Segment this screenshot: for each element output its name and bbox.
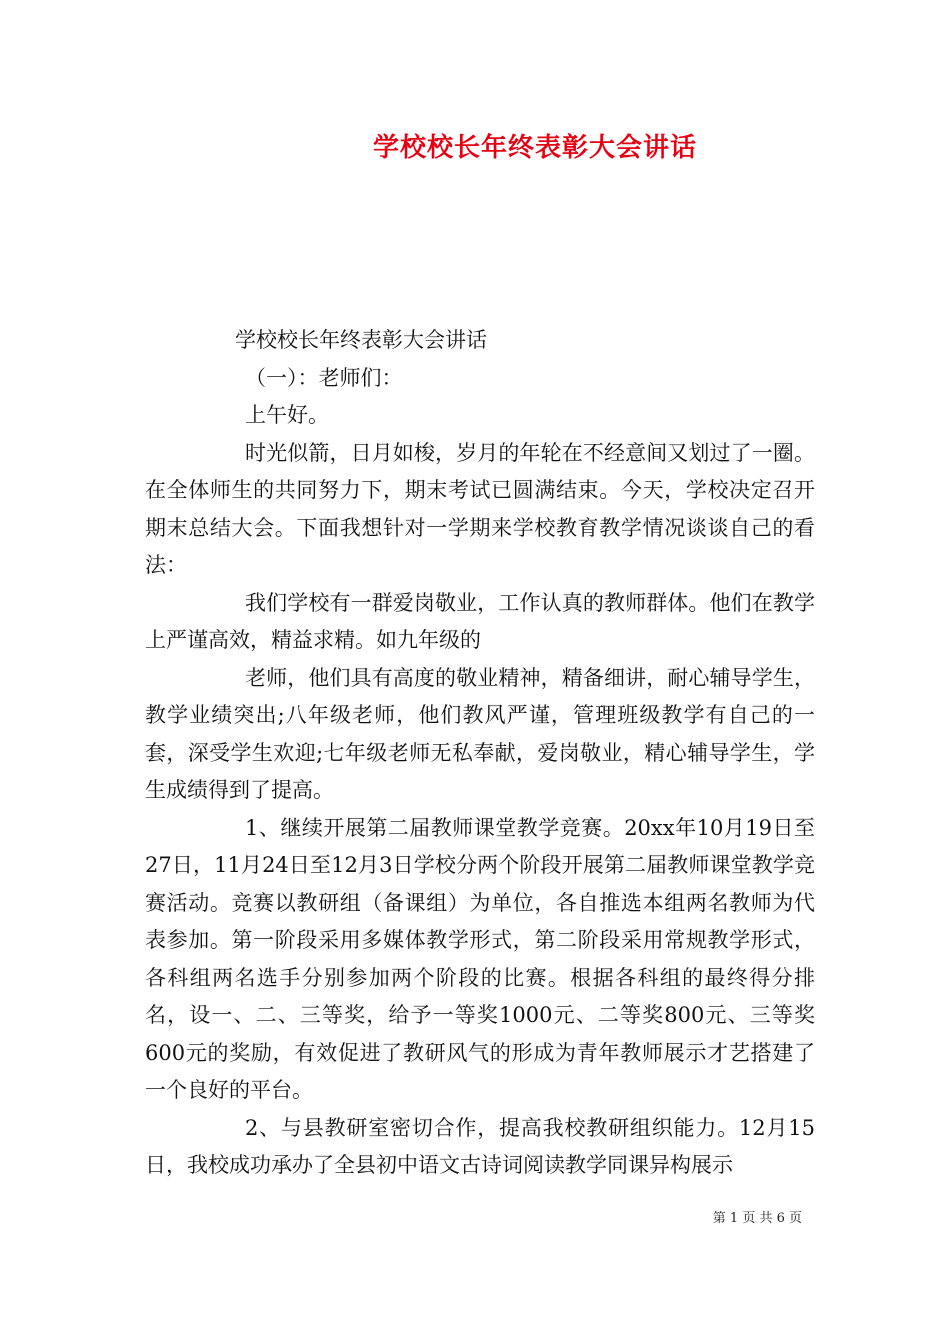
paragraph-greeting: 上午好。 <box>245 403 329 427</box>
header-title: 学校校长年终表彰大会讲话 <box>372 133 697 163</box>
paragraph-intro: 时光似箭，日月如梭，岁月的年轮在不经意间又划过了一圈。在全体师生的共同努力下，期末考试已圆满结束。今天，学校决定召开期末总结大会。下面我想针对一学期来学校教育教学情况谈谈自己的看法： <box>145 440 815 577</box>
paragraph-teachers: 我们学校有一群爱岗敬业，工作认真的教师群体。他们在教学上严谨高效，精益求精。如九年级的 <box>145 590 815 652</box>
paragraph-title: 学校校长年终表彰大会讲话 <box>235 328 487 352</box>
paragraph-grades: 老师，他们具有高度的敬业精神，精备细讲，耐心辅导学生，教学业绩突出;八年级老师，他们教风严谨，管理班级教学有自己的一套，深受学生欢迎;七年级老师无私奉献，爱岗敬业，精心辅导学生，学生成绩得到了提高。 <box>145 665 815 802</box>
paragraph-item-2: 2、与县教研室密切合作，提高我校教研组织能力。12月15日，我校成功承办了全县初中语文古诗词阅读教学同课异构展示 <box>145 1115 815 1177</box>
page-footer: 第 1 页 共 6 页 <box>712 1211 802 1226</box>
document-body <box>145 322 815 1185</box>
paragraph-salutation: （一）：老师们： <box>245 365 403 390</box>
paragraph-item-1: 1、继续开展第二届教师课堂教学竞赛。20xx年10月19日至27日，11月24日至12月3日学校分两个阶段开展第二届教师课堂教学竞赛活动。竞赛以教研组（备课组）为单位，各自推选本组两名教师为代表参加。第一阶段采用多媒体教学形式，第二阶段采用常规教学形式，各科组两名选手分别参加两个阶段的比赛。根据各科组的最终得分排名，设一、二、三等奖，给予一等奖1000元、二等奖800元、三等奖600元的奖励，有效促进了教研风气的形成为青年教师展示才艺搭建了一个良好的平台。 <box>145 815 815 1102</box>
